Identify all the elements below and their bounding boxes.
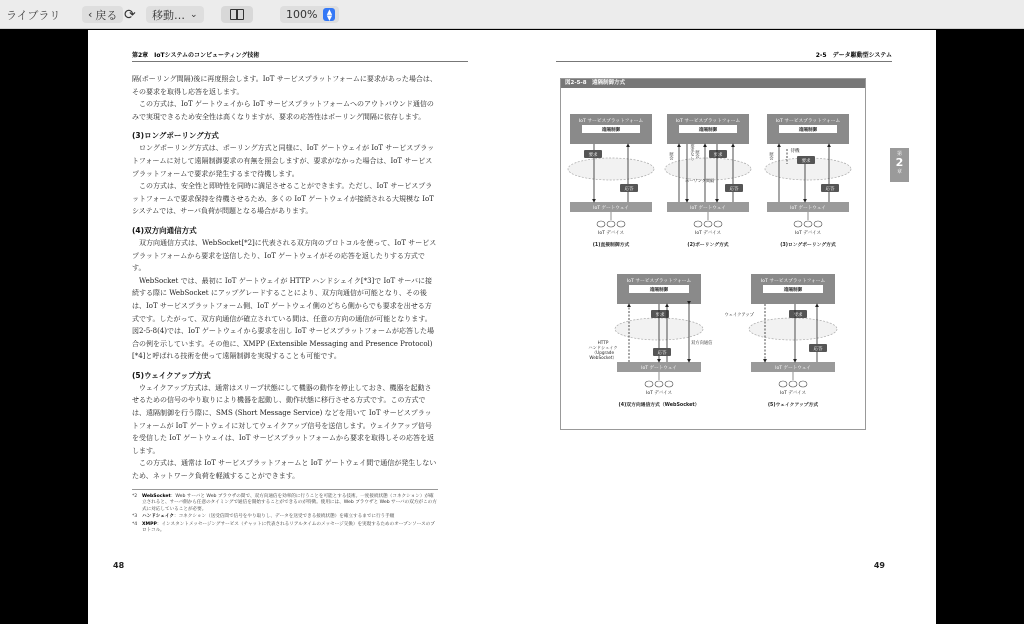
inquiry-label: 照会 xyxy=(695,149,701,159)
device-node xyxy=(714,221,722,227)
platform-label: IoT サービスプラットフォーム xyxy=(775,119,841,124)
paragraph: この方式は、安全性と即時性を同時に満足させることができます。ただし、IoT サービスプラットフォームで要求保持を待機させるため、多くの IoT ゲートウェイが接続される大規模な IoT システムでは、サーバ負荷が問題となる場合があります。 xyxy=(132,182,434,216)
panel-label: (5)ウェイクアップ方式 xyxy=(767,403,819,408)
zoom-value: 100% xyxy=(286,8,318,21)
paragraph: WebSocket では、最初に IoT ゲートウェイが HTTP ハンドシェイク[*3]で IoT サーバに接続する際に WebSocket にアップグレードすることにより、双方向通信が可能となり、その後は、IoT サービスプラットフォーム側、IoT ゲートウェイ側のどちら側からでも要求を出せる方式です。したがって、双方向通信が確立されている間は、任意の方向の通信が可能となります。図2-5-8(4)では、IoT ゲートウェイから要求を出し IoT サービスプラットフォームが応答した場合の例を示しています。その他に、XMPP (Extensible Messaging and Presence Protocol)[*4]と呼ばれる技術を使って遠隔制御を実現することも可能です。 xyxy=(132,276,434,361)
device-node xyxy=(597,221,605,227)
no-request-label: 要求なし xyxy=(690,143,696,161)
move-menu[interactable] xyxy=(146,6,204,23)
message-label: 要求 xyxy=(801,159,811,164)
gateway-label: IoT ゲートウェイ xyxy=(641,366,677,371)
panel-label: (3)ロングポーリング方式 xyxy=(780,243,836,248)
device-node xyxy=(779,381,787,387)
footnote xyxy=(132,522,438,535)
network-cloud xyxy=(749,318,837,340)
footnote-mark: *4 xyxy=(132,522,138,528)
paragraph: ロングポーリング方式は、ポーリング方式と同様に、IoT ゲートウェイが IoT サービスプラットフォームに対して遠隔制御要求の有無を照会しますが、要求がなかった場合は、IoT サービスプラットフォームで要求が発生するまで待機します。 xyxy=(132,144,435,178)
gateway-label: IoT ゲートウェイ xyxy=(690,206,726,211)
device-node xyxy=(645,381,653,387)
inquiry-label: 照会 xyxy=(769,151,775,161)
chapter-tab[interactable] xyxy=(890,148,909,182)
message-label: 要求 xyxy=(655,313,665,318)
toolbar xyxy=(0,0,1024,29)
paragraph: この方式は、IoT ゲートウェイから IoT サービスプラットフォームへのアウトバウンド通信のみで実現できるため安全性は高くなりますが、要求の応答性はポーリング間隔に依存します。 xyxy=(132,100,434,121)
device-node xyxy=(607,221,615,227)
wait-label: 待機 xyxy=(790,149,800,154)
section-heading: (5)ウェイクアップ方式 xyxy=(132,370,211,380)
paragraph: ウェイクアップ方式は、通常はスリープ状態にして機器の動作を停止しておき、機器を起動させるための信号のやり取りにより機器を起動し、動作状態に移行させる方式です。この方式では、遠隔制御を行う際に、SMS (Short Message Service) などを用いて IoT サービスプラットフォームが IoT ゲートウェイに対してウェイクアップ信号を送信します。ウェイクアップ信号を受信した IoT ゲートウェイは、IoT サービスプラットフォームから要求を取得しその応答を返します。 xyxy=(132,383,434,455)
device-node xyxy=(799,381,807,387)
device-node xyxy=(617,221,625,227)
chevron-left-icon: ‹ xyxy=(88,8,93,21)
device-node xyxy=(665,381,673,387)
back-label: 戻る xyxy=(95,8,118,22)
two-page-icon xyxy=(230,9,244,20)
device-label: IoT デバイス xyxy=(695,231,721,236)
device-node xyxy=(804,221,812,227)
paragraph: 隔(ポーリング間隔)後に再度照会します。IoT サービスプラットフォームに要求があった場合は、その要求を取得し応答を返します。 xyxy=(132,75,437,96)
chapter-tab-top: 第 xyxy=(896,151,902,157)
two-page-view-button[interactable] xyxy=(221,6,253,23)
paragraph: 双方向通信方式は、WebSocket[*2]に代表される双方向のプロトコルを使って、IoT サービスプラットフォームから要求を送信したり、IoT ゲートウェイがその応答を返したりする方式です。 xyxy=(132,238,437,273)
page-number-right: 49 xyxy=(873,561,885,570)
footnote-body xyxy=(142,514,394,520)
device-node xyxy=(694,221,702,227)
remote-control-label: 遠隔制御 xyxy=(698,128,718,133)
device-label: IoT デバイス xyxy=(780,391,806,396)
footnote-term: WebSocket xyxy=(142,494,171,499)
page-number-left: 48 xyxy=(113,561,125,570)
message-label: 応答 xyxy=(657,351,667,356)
device-label: IoT デバイス xyxy=(646,391,672,396)
platform-label: IoT サービスプラットフォーム xyxy=(626,279,692,284)
message-label: 応答 xyxy=(825,187,835,192)
panel-label: (4)双方向通信方式（WebSocket） xyxy=(618,403,700,408)
left-body-text xyxy=(132,73,438,483)
gateway-label: IoT ゲートウェイ xyxy=(790,206,826,211)
stepper-icon: ▲ ▼ xyxy=(323,8,335,21)
footnote-mark: *2 xyxy=(132,494,138,499)
message-label: 応答 xyxy=(624,187,634,192)
message-label: 要求 xyxy=(588,153,598,158)
platform-label: IoT サービスプラットフォーム xyxy=(675,119,741,124)
footnote xyxy=(132,514,438,520)
remote-control-label: 遠隔制御 xyxy=(649,288,669,293)
bidirectional-label: 双方向通信 xyxy=(691,341,713,346)
device-label: IoT デバイス xyxy=(795,231,821,236)
remote-control-label: 遠隔制御 xyxy=(601,128,621,133)
panel-label: (2)ポーリング方式 xyxy=(687,243,729,248)
paragraph: この方式は、通常は IoT サービスプラットフォームと IoT ゲートウェイ間で通信が発生しないため、ネットワーク負荷を軽減することができます。 xyxy=(132,459,437,481)
running-head-left: 第2章 IoTシステムのコンピューティング技術 xyxy=(132,50,468,62)
right-page xyxy=(512,30,936,624)
device-node xyxy=(794,221,802,227)
footnote xyxy=(132,494,438,513)
network-cloud xyxy=(665,158,751,180)
footnotes xyxy=(132,489,438,536)
message-label: 応答 xyxy=(729,187,739,192)
wakeup-label: ウェイクアップ xyxy=(724,313,754,318)
footnote-body xyxy=(142,522,438,535)
device-node xyxy=(789,381,797,387)
footnote-term: XMPP xyxy=(142,522,157,528)
network-cloud xyxy=(568,158,654,180)
message-label: 応答 xyxy=(813,347,823,352)
platform-label: IoT サービスプラットフォーム xyxy=(760,279,826,284)
zoom-select[interactable] xyxy=(280,6,339,23)
remote-control-diagram xyxy=(561,88,865,429)
left-page xyxy=(88,30,512,624)
footnote-mark: *3 xyxy=(132,514,138,520)
remote-control-label: 遠隔制御 xyxy=(798,128,818,133)
footnote-term: ハンドシェイク xyxy=(142,514,174,520)
section-heading: (4)双方向通信方式 xyxy=(132,225,197,235)
running-head-right: 2-5 データ駆動型システム xyxy=(556,50,892,62)
back-button[interactable] xyxy=(82,6,123,23)
inquiry-label: 照会 xyxy=(669,151,675,161)
chapter-tab-number: 2 xyxy=(895,156,904,169)
footnote-text: ：コネクション（送受信間で信号をやり取りし、データを送受できる接続状態）を確立するまでに行う手順 xyxy=(173,514,395,520)
footnote-text: ：Web サーバと Web ブラウザの間で、双方向通信を効率的に行うことを可能とする技術。一度接続状態（コネクション）が確立されると、サーバ側から任意のタイミングで通信を開始することができるのが特徴。使用には、Web ブラウザと Web サーバの双方がこの方式に対応していることが必要。 xyxy=(142,494,437,512)
remote-control-label: 遠隔制御 xyxy=(783,288,803,293)
gateway-label: IoT ゲートウェイ xyxy=(775,366,811,371)
message-label: 要求 xyxy=(793,313,803,318)
polling-interval-label: ポーリング間隔 xyxy=(685,178,715,183)
chevron-down-icon: ⌄ xyxy=(190,9,198,20)
move-label: 移動… xyxy=(152,8,185,22)
chapter-tab-bottom: 章 xyxy=(896,169,902,175)
device-node xyxy=(704,221,712,227)
footnote-text: ：インスタントメッセージングサービス（チャットに代表されるリアルタイムのメッセージ交換）を実現するためのオープンソースのプロトコル。 xyxy=(142,522,435,534)
figure-caption: 図2-5-8 遠隔制御方式 xyxy=(561,79,865,88)
device-label: IoT デバイス xyxy=(598,231,624,236)
device-node xyxy=(814,221,822,227)
section-heading: (3)ロングポーリング方式 xyxy=(132,131,219,141)
figure xyxy=(560,78,866,430)
gateway-label: IoT ゲートウェイ xyxy=(593,206,629,211)
library-button[interactable]: ライブラリ xyxy=(6,8,61,22)
footnote-body xyxy=(142,494,438,513)
refresh-icon[interactable]: ⟳ xyxy=(124,6,136,23)
panel-label: (1)直接制御方式 xyxy=(592,243,630,248)
device-node xyxy=(655,381,663,387)
message-label: 要求 xyxy=(713,153,723,158)
handshake-label: HTTP ハンドシェイク（Upgrade WebSocket） xyxy=(588,340,618,360)
platform-label: IoT サービスプラットフォーム xyxy=(578,119,644,124)
